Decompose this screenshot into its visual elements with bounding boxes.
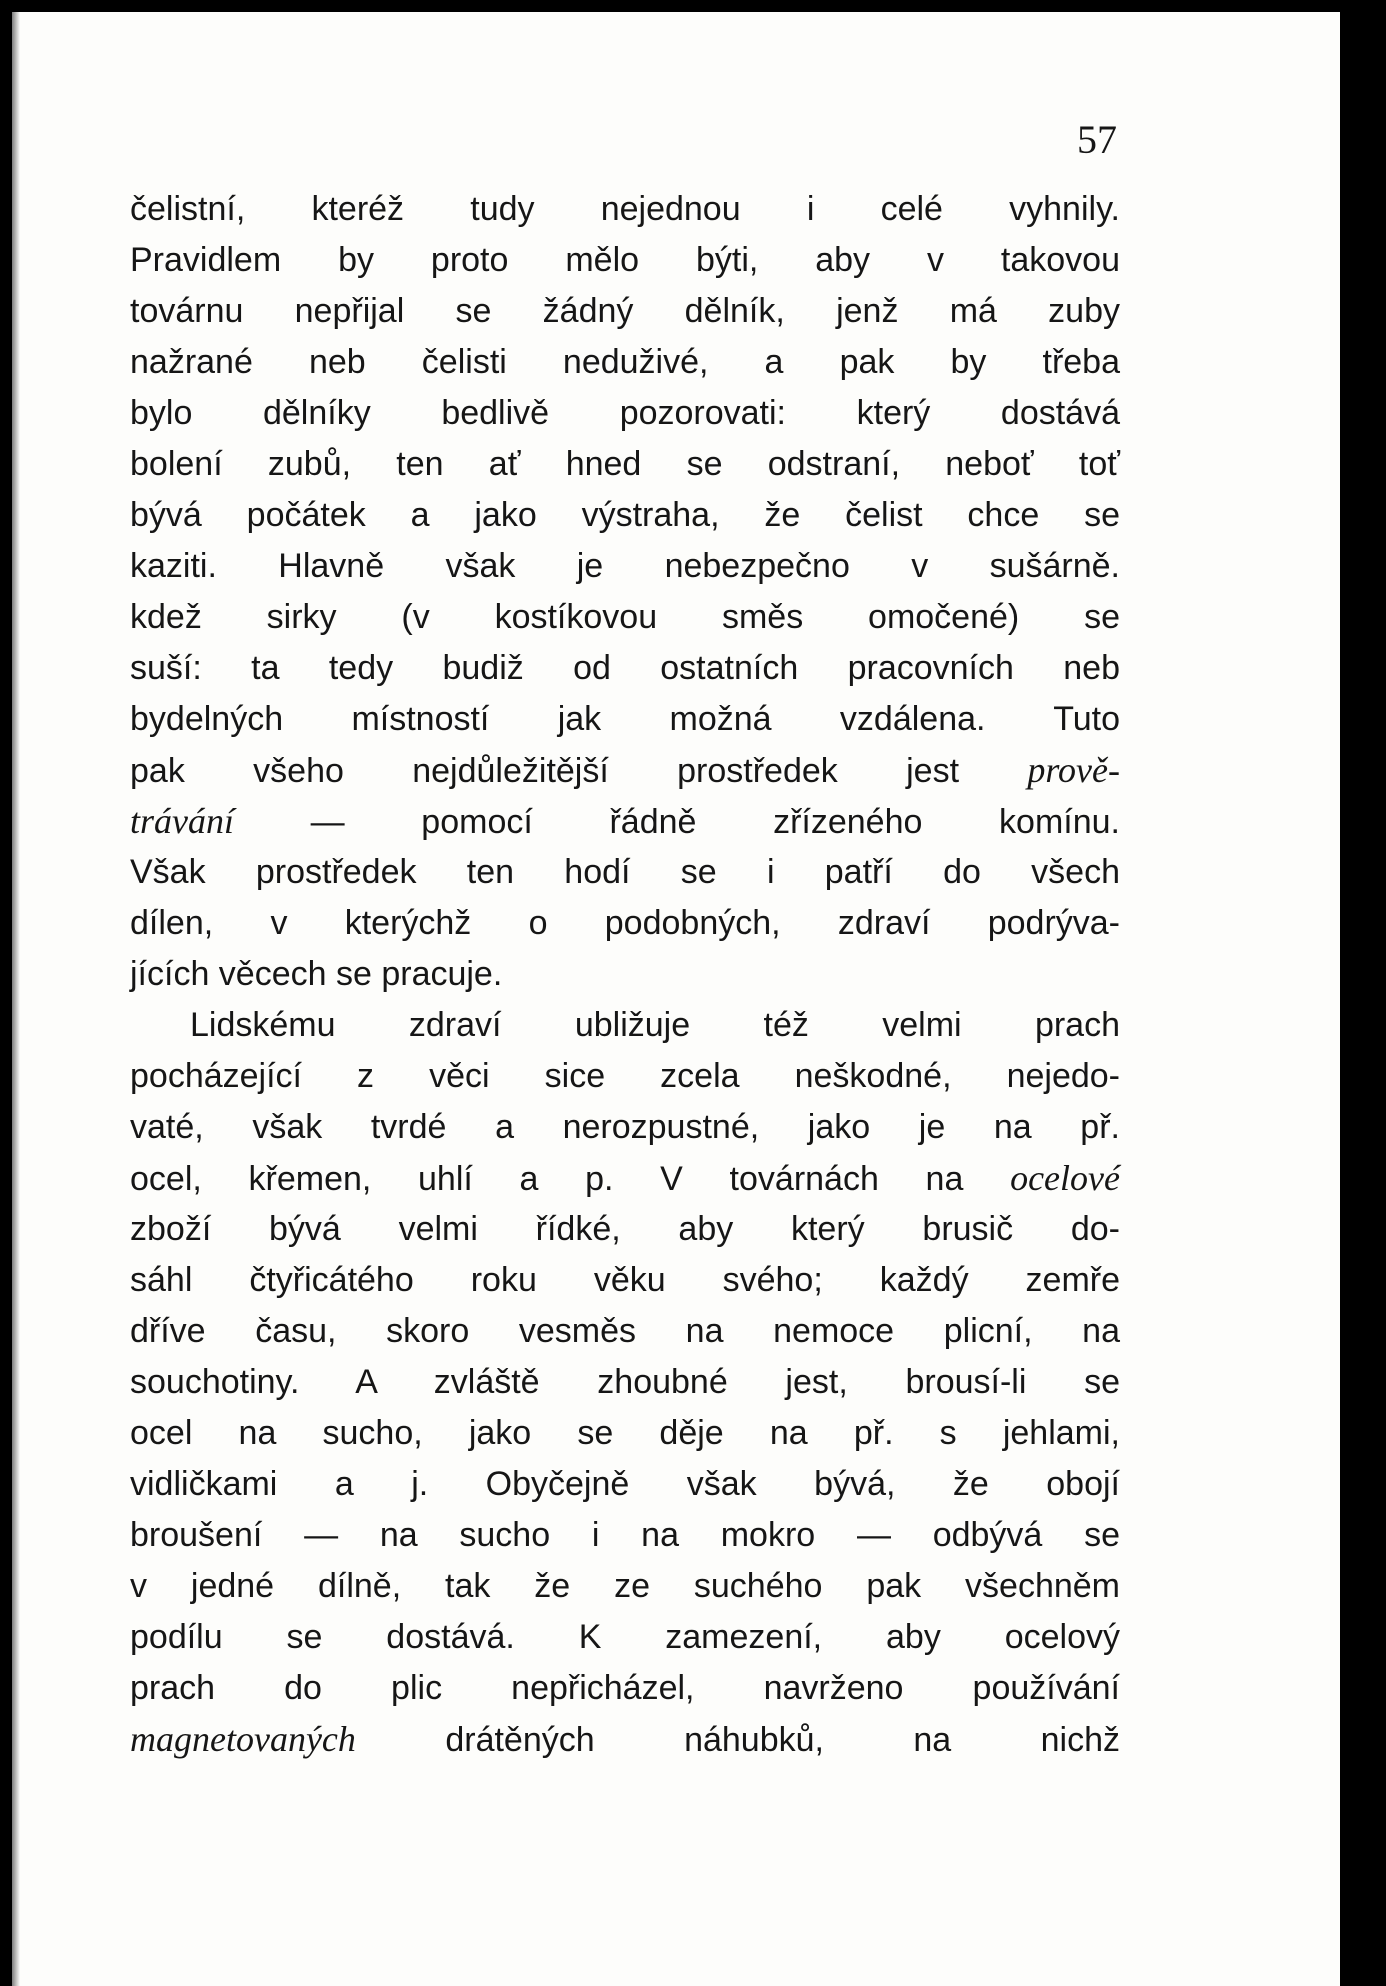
emphasis-term: magnetovaných [130,1719,356,1759]
text-line [130,796,1120,847]
text-line [130,1714,1120,1765]
text-line: zboží bývá velmi řídké, aby který brusič do- [130,1210,1120,1248]
text-run: — pomocí řádně zřízeného komínu. [234,803,1120,841]
text-line: broušení — na sucho i na mokro — odbývá se [130,1516,1120,1554]
text-line: kaziti. Hlavně však je nebezpečno v sušárně. [130,547,1120,585]
text-line: čelistní, kteréž tudy nejednou i celé vyhnily. [130,190,1120,228]
text-line: souchotiny. A zvláště zhoubné jest, brousí-li se [130,1363,1120,1401]
text-line: bývá počátek a jako výstraha, že čelist chce se [130,496,1120,534]
text-line: Pravidlem by proto mělo býti, aby v takovou [130,241,1120,279]
text-line: bydelných místností jak možná vzdálena. Tuto [130,700,1120,738]
book-page [12,12,1340,1986]
text-line: ocel na sucho, jako se děje na př. s jehlami, [130,1414,1120,1452]
text-line: suší: ta tedy budiž od ostatních pracovních neb [130,649,1120,687]
text-run: pak všeho nejdůležitější prostředek jest [130,752,1028,790]
text-run: ocel, křemen, uhlí a p. V továrnách na [130,1160,1011,1198]
emphasis-term: prově- [1027,750,1120,790]
text-line: bolení zubů, ten ať hned se odstraní, neboť toť [130,445,1120,483]
text-line: dříve času, skoro vesměs na nemoce plicní, na [130,1312,1120,1350]
text-line: podílu se dostává. K zamezení, aby ocelový [130,1618,1120,1656]
text-line: prach do plic nepřicházel, navrženo používání [130,1669,1120,1707]
text-line: sáhl čtyřicátého roku věku svého; každý zemře [130,1261,1120,1299]
body-text [130,184,1120,1765]
text-line: pocházející z věci sice zcela neškodné, nejedo- [130,1057,1120,1095]
text-line [130,1153,1120,1204]
text-line: vidličkami a j. Obyčejně však bývá, že obojí [130,1465,1120,1503]
paragraph-end-line: jících věcech se pracuje. [130,955,503,993]
paragraph-start-line: Lidskému zdraví ubližuje též velmi prach [190,1006,1120,1044]
text-line: bylo dělníky bedlivě pozorovati: který dostává [130,394,1120,432]
text-line: Však prostředek ten hodí se i patří do všech [130,853,1120,891]
text-line: kdež sirky (v kostíkovou směs omočené) se [130,598,1120,636]
emphasis-term: trávání [130,801,234,841]
page-number: 57 [1077,117,1117,162]
text-line: vaté, však tvrdé a nerozpustné, jako je na př. [130,1108,1120,1146]
text-line: dílen, v kterýchž o podobných, zdraví podrýva- [130,904,1120,942]
text-line: nažrané neb čelisti neduživé, a pak by třeba [130,343,1120,381]
page-edge-shadow [12,12,20,1986]
text-line [130,745,1120,796]
text-run: drátěných náhubků, na nichž [355,1721,1120,1759]
text-line: továrnu nepřijal se žádný dělník, jenž má zuby [130,292,1120,330]
emphasis-term: ocelové [1010,1158,1120,1198]
text-line: v jedné dílně, tak že ze suchého pak všechněm [130,1567,1120,1605]
